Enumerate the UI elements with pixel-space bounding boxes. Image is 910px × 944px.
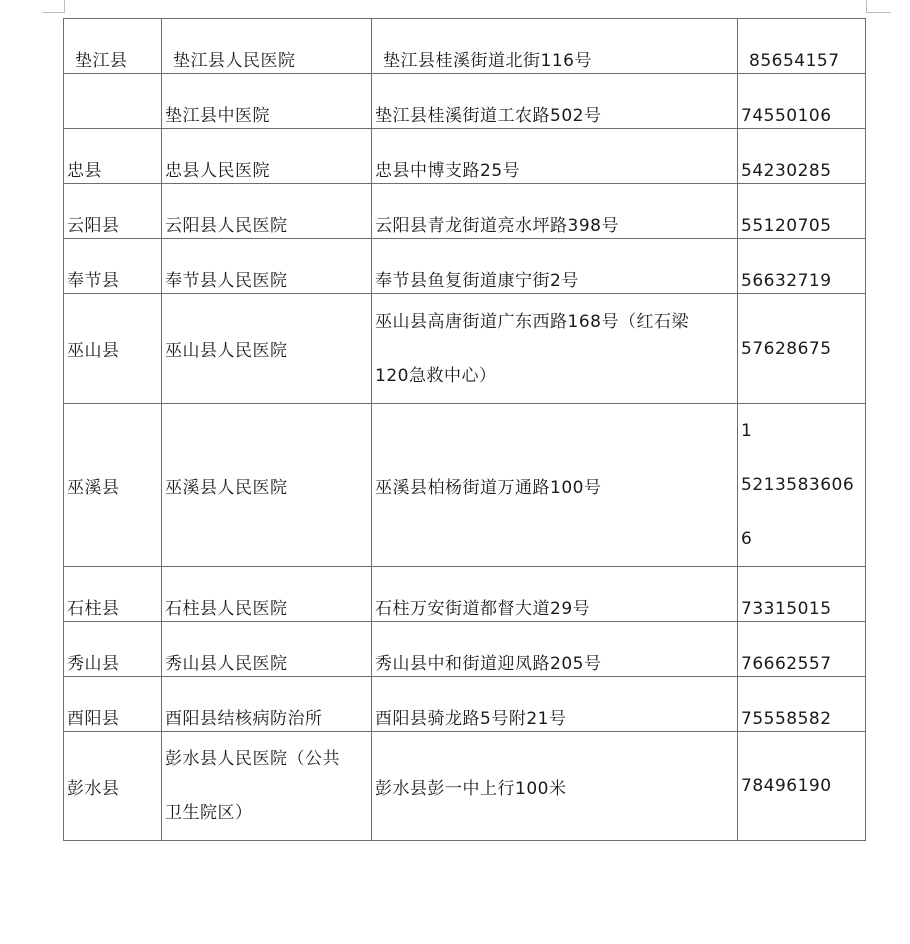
county-cell: 巫山县 [64,294,162,404]
county-cell: 酉阳县 [64,677,162,732]
page-corner-mark-right [866,0,891,13]
address-cell: 垫江县桂溪街道北街116号 [372,19,738,74]
hospital-cell: 秀山县人民医院 [162,622,372,677]
hospital-table [63,18,866,841]
page-corner-mark-left [42,0,65,13]
address-cell: 忠县中博支路25号 [372,129,738,184]
county-cell: 奉节县 [64,239,162,294]
address-cell [372,294,738,404]
phone-line: 5213583606 [741,475,855,495]
hospital-line: 彭水县人民医院（公共 [165,749,340,769]
county-cell [64,74,162,129]
address-cell: 酉阳县骑龙路5号附21号 [372,677,738,732]
address-cell: 彭水县彭一中上行100米 [372,732,738,841]
table-row [64,567,866,622]
county-cell: 垫江县 [64,19,162,74]
phone-cell: 76662557 [738,622,866,677]
phone-cell: 73315015 [738,567,866,622]
phone-cell: 75558582 [738,677,866,732]
address-cell: 奉节县鱼复街道康宁街2号 [372,239,738,294]
address-line: 120急救中心） [375,365,497,386]
table-row [64,404,866,567]
hospital-cell: 垫江县人民医院 [162,19,372,74]
hospital-cell: 忠县人民医院 [162,129,372,184]
phone-cell: 57628675 [738,294,866,404]
phone-line: 6 [741,529,753,549]
hospital-cell: 石柱县人民医院 [162,567,372,622]
phone-cell [738,404,866,567]
county-cell: 秀山县 [64,622,162,677]
county-cell: 彭水县 [64,732,162,841]
phone-cell: 55120705 [738,184,866,239]
phone-cell: 74550106 [738,74,866,129]
phone-cell: 54230285 [738,129,866,184]
table-row [64,732,866,841]
hospital-line: 卫生院区） [165,803,253,823]
hospital-cell: 酉阳县结核病防治所 [162,677,372,732]
address-cell: 云阳县青龙街道亮水坪路398号 [372,184,738,239]
hospital-cell: 巫溪县人民医院 [162,404,372,567]
county-cell: 忠县 [64,129,162,184]
hospital-cell [162,732,372,841]
phone-cell: 56632719 [738,239,866,294]
county-cell: 石柱县 [64,567,162,622]
table-row [64,129,866,184]
address-cell: 石柱万安街道都督大道29号 [372,567,738,622]
address-line: 巫山县高唐街道广东西路168号（红石梁 [375,311,689,332]
hospital-cell: 奉节县人民医院 [162,239,372,294]
hospital-cell: 云阳县人民医院 [162,184,372,239]
address-cell: 巫溪县柏杨街道万通路100号 [372,404,738,567]
hospital-cell: 巫山县人民医院 [162,294,372,404]
table-row [64,294,866,404]
address-cell: 秀山县中和街道迎凤路205号 [372,622,738,677]
hospital-cell: 垫江县中医院 [162,74,372,129]
table-row [64,19,866,74]
phone-cell: 78496190 [738,732,866,841]
table-row [64,184,866,239]
phone-line: 1 [741,421,753,441]
table-row [64,74,866,129]
table-row [64,677,866,732]
phone-cell: 85654157 [738,19,866,74]
county-cell: 云阳县 [64,184,162,239]
table-row [64,622,866,677]
table-row [64,239,866,294]
address-cell: 垫江县桂溪街道工农路502号 [372,74,738,129]
county-cell: 巫溪县 [64,404,162,567]
